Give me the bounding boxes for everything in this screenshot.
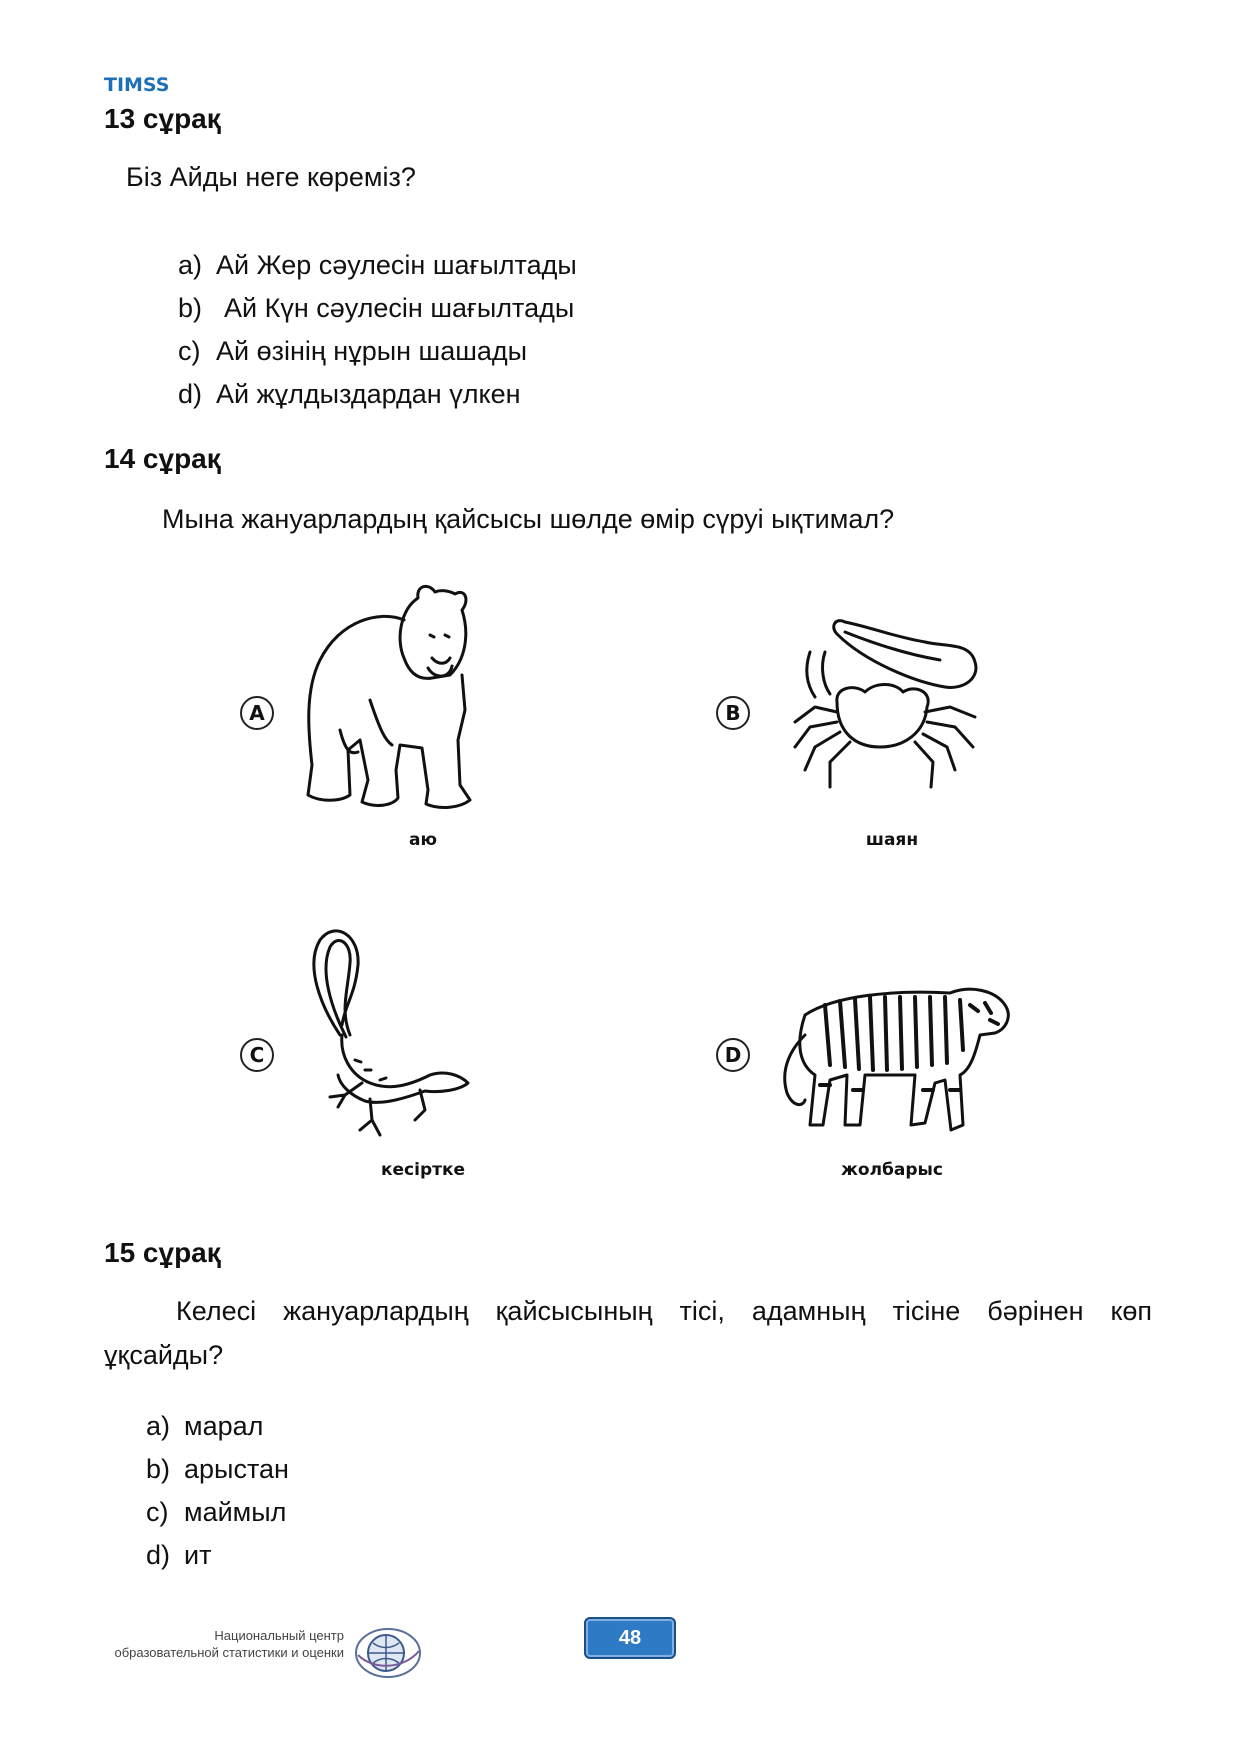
q13-option-b — [178, 293, 574, 324]
q15-option-a — [146, 1411, 263, 1442]
q15-option-d — [146, 1540, 211, 1571]
option-label: b) — [178, 293, 203, 323]
bear-icon — [300, 580, 510, 815]
option-label: a) — [178, 250, 203, 280]
question-15-text-line2: ұқсайды? — [104, 1340, 224, 1370]
q15-option-b — [146, 1454, 289, 1485]
question-15-title: 15 сұрақ — [104, 1237, 221, 1268]
crab-icon — [775, 612, 995, 792]
option-label: d) — [146, 1540, 171, 1570]
q13-option-a — [178, 250, 577, 281]
question-13-text: Біз Айды неге көреміз? — [126, 162, 416, 192]
question-13-title: 13 сұрақ — [104, 103, 221, 134]
caption-tiger: жолбарыс — [840, 1160, 943, 1180]
option-label: b) — [146, 1454, 171, 1484]
q15-option-c — [146, 1497, 286, 1528]
page-number: 48 — [584, 1617, 676, 1659]
option-text: ит — [184, 1540, 212, 1570]
option-text: Ай өзінің нұрын шашады — [216, 336, 528, 366]
org-name-line2: образовательной статистики и оценки — [114, 1645, 344, 1660]
option-label: a) — [146, 1411, 171, 1441]
option-label: d) — [178, 379, 203, 409]
tiger-icon — [775, 975, 1020, 1140]
choice-circle-a: A — [240, 696, 274, 730]
option-text: арыстан — [184, 1454, 289, 1484]
question-14-title: 14 сұрақ — [104, 443, 221, 474]
choice-circle-b: B — [716, 696, 750, 730]
option-text: Ай Жер сәулесін шағылтады — [216, 250, 577, 280]
option-text: маймыл — [184, 1497, 287, 1527]
option-label: c) — [178, 336, 201, 366]
choice-circle-d: D — [716, 1038, 750, 1072]
org-name-line1: Национальный центр — [214, 1628, 344, 1643]
option-label: c) — [146, 1497, 169, 1527]
choice-circle-c: C — [240, 1038, 274, 1072]
option-text: марал — [184, 1411, 264, 1441]
caption-lizard: кесіртке — [380, 1160, 466, 1180]
option-text: Ай жұлдыздардан үлкен — [216, 379, 521, 409]
q13-option-c — [178, 336, 527, 367]
lizard-icon — [300, 925, 480, 1145]
question-14-text: Мына жануарлардың қайсысы шөлде өмір сүруі ықтимал? — [162, 504, 895, 534]
caption-bear: аю — [409, 830, 437, 850]
q13-option-d — [178, 379, 521, 410]
question-15-text-line1: Келесі жануарлардың қайсысының тісі, адамның тісіне бәрінен көп — [176, 1296, 1152, 1326]
org-name — [30, 1627, 344, 1661]
timss-brand: TIMSS — [104, 74, 170, 96]
option-text: Ай Күн сәулесін шағылтады — [224, 293, 575, 323]
caption-crab: шаян — [865, 830, 919, 850]
globe-logo-icon — [353, 1625, 423, 1681]
